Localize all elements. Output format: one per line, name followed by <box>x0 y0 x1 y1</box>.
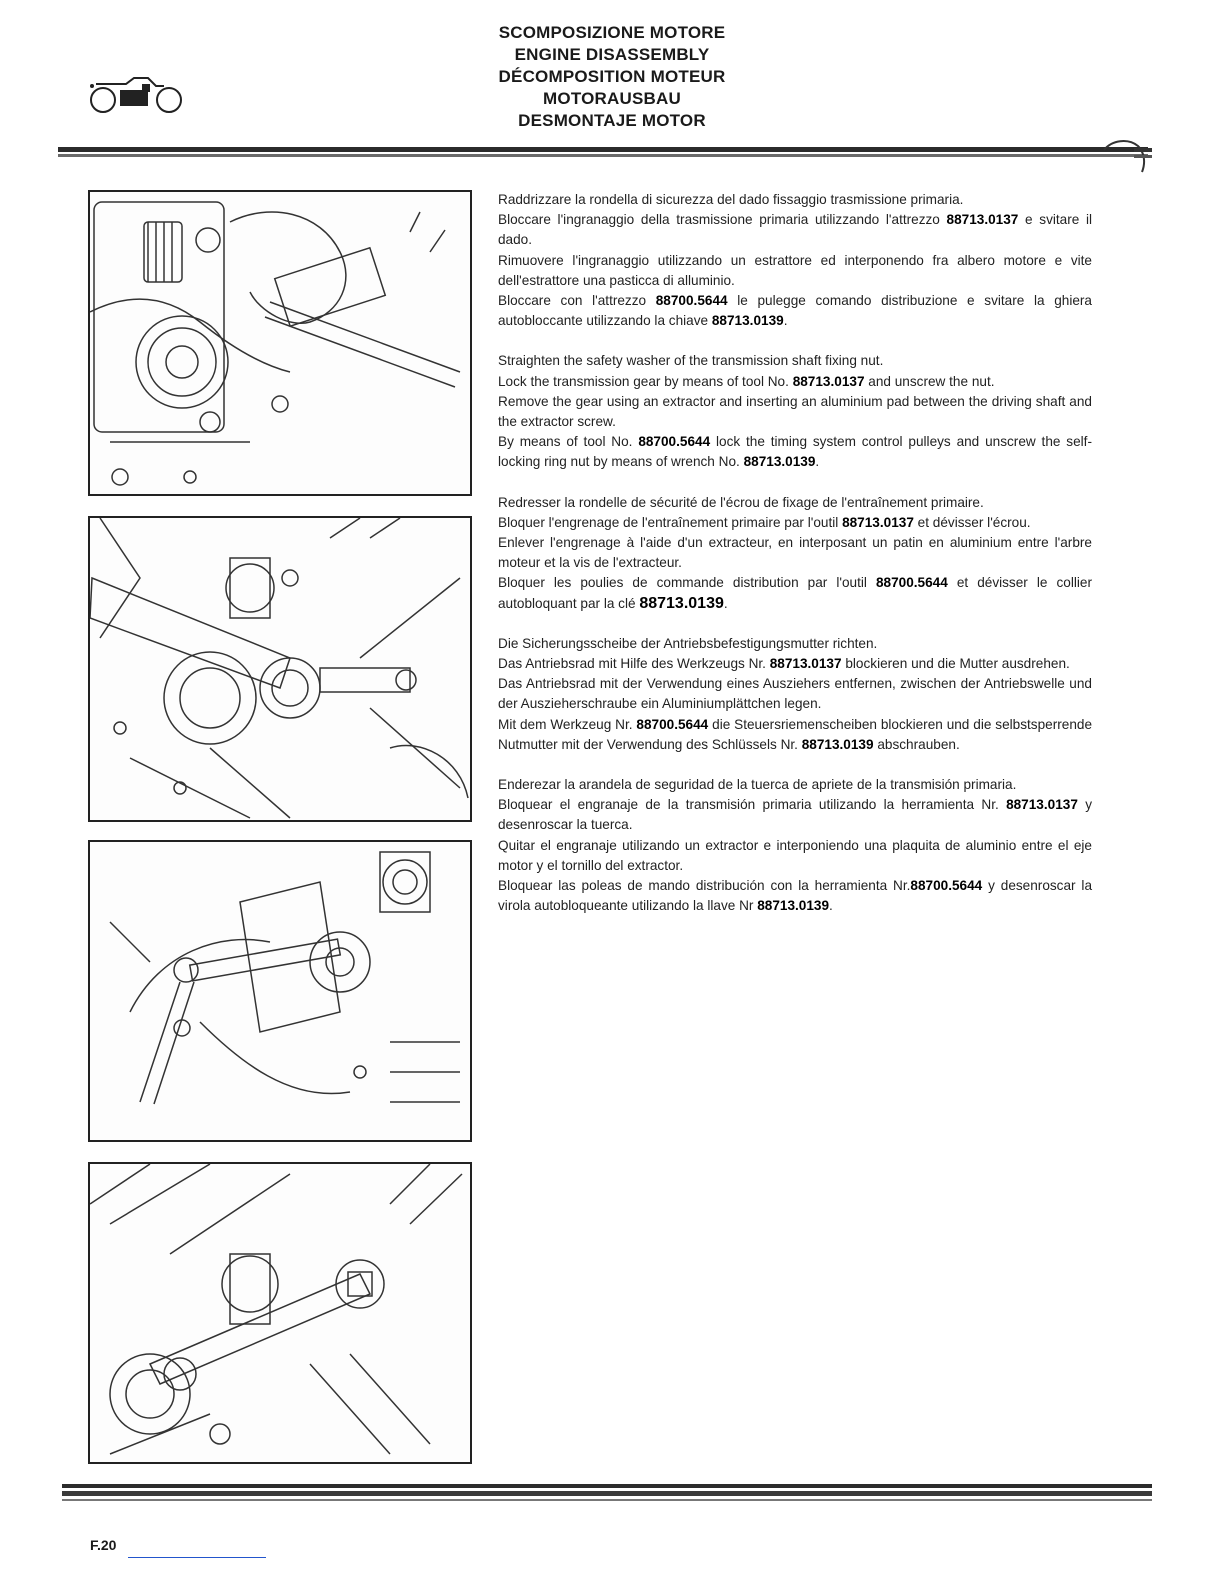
instruction-sentence: Bloquear las poleas de mando distribución con la herramienta Nr. <box>498 878 911 894</box>
instruction-sentence: y desenroscar la tuerca. <box>498 797 1092 833</box>
title-french: DÉCOMPOSITION MOTEUR <box>498 67 726 86</box>
page-number: F.20 <box>90 1537 117 1553</box>
tool-number: 88713.0137 <box>792 373 865 389</box>
tool-number: 88713.0137 <box>769 656 842 672</box>
tool-number: 88713.0137 <box>946 212 1019 228</box>
tool-number: 88713.0139 <box>639 594 724 612</box>
instruction-sentence: . <box>783 313 788 329</box>
instruction-sentence: lock the timing system control pulleys and unscrew the self-locking ring nut by means of wrench No. <box>498 434 1092 470</box>
instruction-sentence: . <box>829 898 833 914</box>
instruction-sentence: Die Sicherungsscheibe der Antriebsbefestigungsmutter richten. <box>498 635 878 651</box>
instructions-italian <box>498 190 1092 331</box>
instructions-french <box>498 493 1092 614</box>
title-german: MOTORAUSBAU <box>543 89 681 108</box>
instruction-sentence: blockieren und die Mutter ausdrehen. <box>841 656 1070 672</box>
instruction-sentence: Remove the gear using an extractor and inserting an aluminium pad between the driving shaft and the extractor screw. <box>498 393 1092 430</box>
tool-number: 88713.0139 <box>711 313 784 329</box>
instruction-sentence: Das Antriebsrad mit der Verwendung eines Ausziehers entfernen, zwischen der Antriebswelle und der Auszieherschraube ein Aluminiumplättchen legen. <box>498 676 1092 712</box>
tool-number: 88713.0137 <box>1006 797 1078 813</box>
instruction-sentence: Straighten the safety washer of the transmission shaft fixing nut. <box>498 353 884 369</box>
instruction-sentence: By means of tool No. <box>498 434 639 450</box>
instruction-sentence: Das Antriebsrad mit Hilfe des Werkzeugs Nr. <box>498 656 770 672</box>
instruction-sentence: . <box>723 595 728 611</box>
tool-number: 88713.0139 <box>743 454 816 470</box>
instruction-sentence: Mit dem Werkzeug Nr. <box>498 716 637 732</box>
instruction-sentence: Bloquer les poulies de commande distribution par l'outil <box>498 575 876 591</box>
instruction-sentence: le pulegge comando distribuzione e svitare la ghiera autobloccante utilizzando la chiave <box>498 293 1092 329</box>
bottom-divider-rule <box>62 1484 1152 1504</box>
instruction-sentence: Bloquear el engranaje de la transmisión primaria utilizando la herramienta Nr. <box>498 797 1007 813</box>
link-underline <box>128 1557 266 1558</box>
instruction-sentence: abschrauben. <box>873 736 960 752</box>
page-corner-ornament-icon <box>1098 136 1154 176</box>
motorcycle-engine-icon <box>86 70 186 120</box>
instruction-sentence: Lock the transmission gear by means of tool No. <box>498 373 793 389</box>
instruction-sentence: e svitare il dado. <box>498 212 1093 248</box>
figure-2-tool-on-pulley <box>88 516 472 822</box>
instruction-sentence: Bloquer l'engrenage de l'entraînement primaire par l'outil <box>498 514 843 530</box>
tool-number: 88700.5644 <box>875 575 948 591</box>
instruction-sentence: y desenroscar la virola autobloqueante utilizando la llave Nr <box>498 878 1093 914</box>
figure-1-wrench-and-gear <box>88 190 472 496</box>
instructions-text <box>498 190 1092 937</box>
instructions-english <box>498 351 1092 472</box>
instruction-sentence: Raddrizzare la rondella di sicurezza del dado fissaggio trasmissione primaria. <box>498 192 964 207</box>
instruction-sentence: Redresser la rondelle de sécurité de l'écrou de fixage de l'entraînement primaire. <box>498 494 984 510</box>
instruction-sentence: et dévisser le collier autobloquant par la clé <box>498 575 1092 611</box>
instruction-sentence: et dévisser l'écrou. <box>913 514 1031 530</box>
instruction-sentence: die Steuersriemenscheiben blockieren und die selbstsperrende Nutmutter mit der Verwendung des Schlüssels Nr. <box>498 716 1092 752</box>
instruction-sentence: Bloccare con l'attrezzo <box>498 293 656 309</box>
tool-number: 88700.5644 <box>636 716 709 732</box>
instruction-sentence: Enlever l'engrenage à l'aide d'un extracteur, en interposant un patin en aluminium entre l'arbre moteur et la vis de l'extracteur. <box>498 535 1092 571</box>
instructions-spanish <box>498 775 1092 916</box>
tool-number: 88713.0139 <box>757 898 830 914</box>
tool-number: 88700.5644 <box>910 878 983 894</box>
tool-number: 88700.5644 <box>655 293 728 309</box>
figure-4-wrench-ring-nut <box>88 1162 472 1464</box>
title-italian: SCOMPOSIZIONE MOTORE <box>498 23 726 42</box>
instruction-sentence: Rimuovere l'ingranaggio utilizzando un estrattore ed interponendo fra albero motore e vite dell'estrattore una pasticca di alluminio. <box>498 252 1092 288</box>
title-spanish: DESMONTAJE MOTOR <box>518 111 706 130</box>
tool-number: 88713.0137 <box>842 514 914 530</box>
instruction-sentence: . <box>815 454 820 470</box>
instructions-german <box>498 634 1092 755</box>
instruction-sentence: and unscrew the nut. <box>864 373 995 389</box>
title-english: ENGINE DISASSEMBLY <box>514 45 710 64</box>
instruction-sentence: Enderezar la arandela de seguridad de la tuerca de apriete de la transmisión primaria. <box>498 777 1017 793</box>
instruction-sentence: Quitar el engranaje utilizando un extractor e interponiendo una plaquita de aluminio entre el eje motor y el tornillo del extractor. <box>498 837 1092 873</box>
top-divider-rule <box>58 147 1148 160</box>
figure-3-extractor <box>88 840 472 1142</box>
instruction-sentence: Bloccare l'ingranaggio della trasmissione primaria utilizzando l'attrezzo <box>498 212 947 228</box>
tool-number: 88713.0139 <box>801 736 874 752</box>
tool-number: 88700.5644 <box>638 434 711 450</box>
